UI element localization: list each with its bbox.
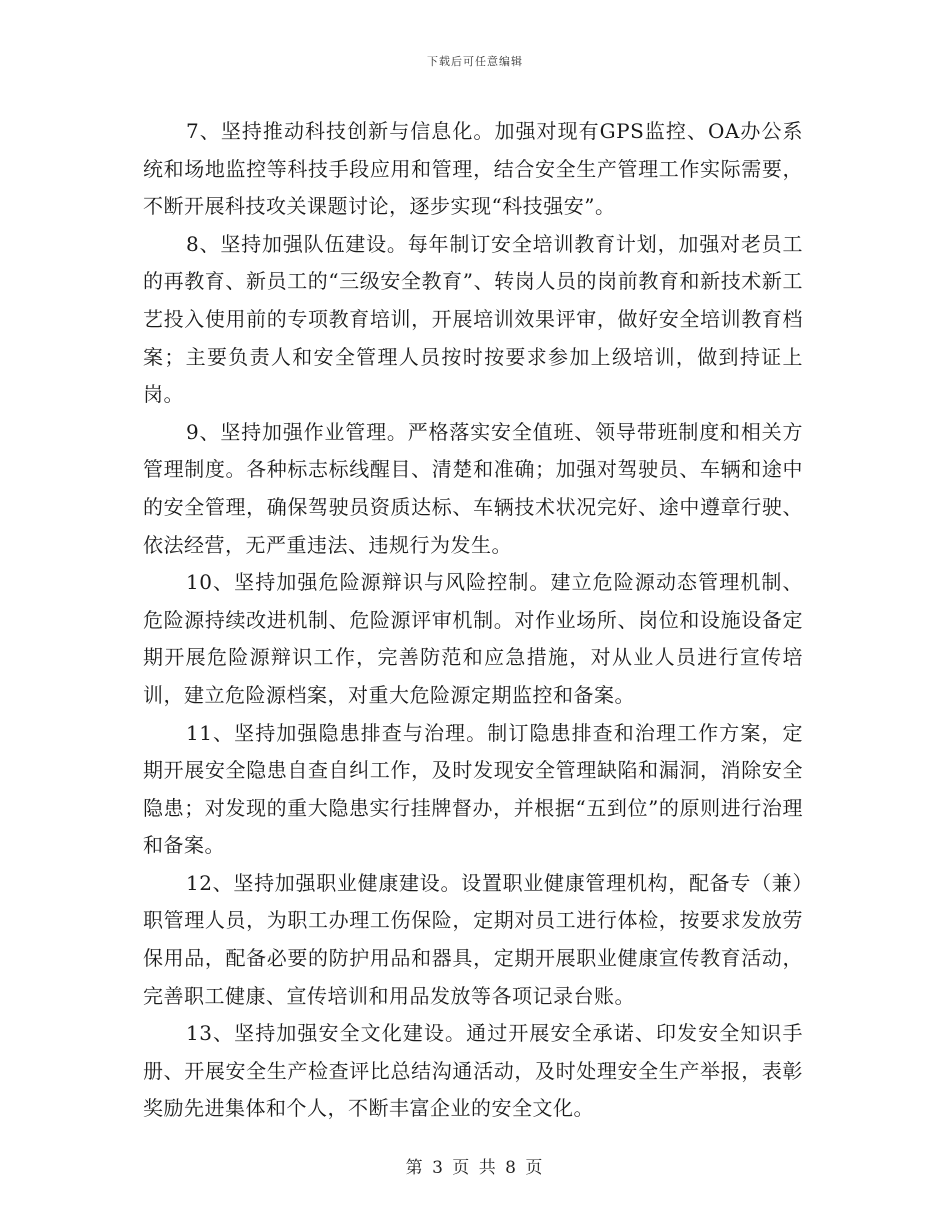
paragraph-7: 7、坚持推动科技创新与信息化。加强对现有GPS监控、OA办公系统和场地监控等科技手段应用和管理，结合安全生产管理工作实际需要，不断开展科技攻关课题讨论，逐步实现“科技强安”。	[143, 119, 803, 219]
paragraph-10: 10、坚持加强危险源辩识与风险控制。建立危险源动态管理机制、危险源持续改进机制、危险源评审机制。对作业场所、岗位和设施设备定期开展危险源辩识工作，完善防范和应急措施，对从业人员进行宣传培训，建立危险源档案，对重大危险源定期监控和备案。	[143, 570, 803, 707]
page-header-note: 下载后可任意编辑	[427, 55, 523, 68]
document-body	[143, 113, 803, 1128]
paragraph-13: 13、坚持加强安全文化建设。通过开展安全承诺、印发安全知识手册、开展安全生产检查评比总结沟通活动，及时处理安全生产举报，表彰奖励先进集体和个人，不断丰富企业的安全文化。	[143, 1021, 803, 1121]
page-number: 第 3 页 共 8 页	[405, 1158, 545, 1178]
paragraph-12: 12、坚持加强职业健康建设。设置职业健康管理机构，配备专（兼）职管理人员，为职工办理工伤保险，定期对员工进行体检，按要求发放劳保用品，配备必要的防护用品和器具，定期开展职业健康宣传教育活动，完善职工健康、宣传培训和用品发放等各项记录台账。	[143, 870, 803, 1008]
paragraph-9: 9、坚持加强作业管理。严格落实安全值班、领导带班制度和相关方管理制度。各种标志标线醒目、清楚和准确；加强对驾驶员、车辆和途中的安全管理，确保驾驶员资质达标、车辆技术状况完好、途中遵章行驶、依法经营，无严重违法、违规行为发生。	[143, 419, 803, 557]
paragraph-8: 8、坚持加强队伍建设。每年制订安全培训教育计划，加强对老员工的再教育、新员工的“三级安全教育”、转岗人员的岗前教育和新技术新工艺投入使用前的专项教育培训，开展培训效果评审，做好安全培训教育档案；主要负责人和安全管理人员按时按要求参加上级培训，做到持证上岗。	[143, 231, 803, 407]
paragraph-11: 11、坚持加强隐患排查与治理。制订隐患排查和治理工作方案，定期开展安全隐患自查自纠工作，及时发现安全管理缺陷和漏洞，消除安全隐患；对发现的重大隐患实行挂牌督办，并根据“五到位”的原则进行治理和备案。	[143, 720, 803, 858]
